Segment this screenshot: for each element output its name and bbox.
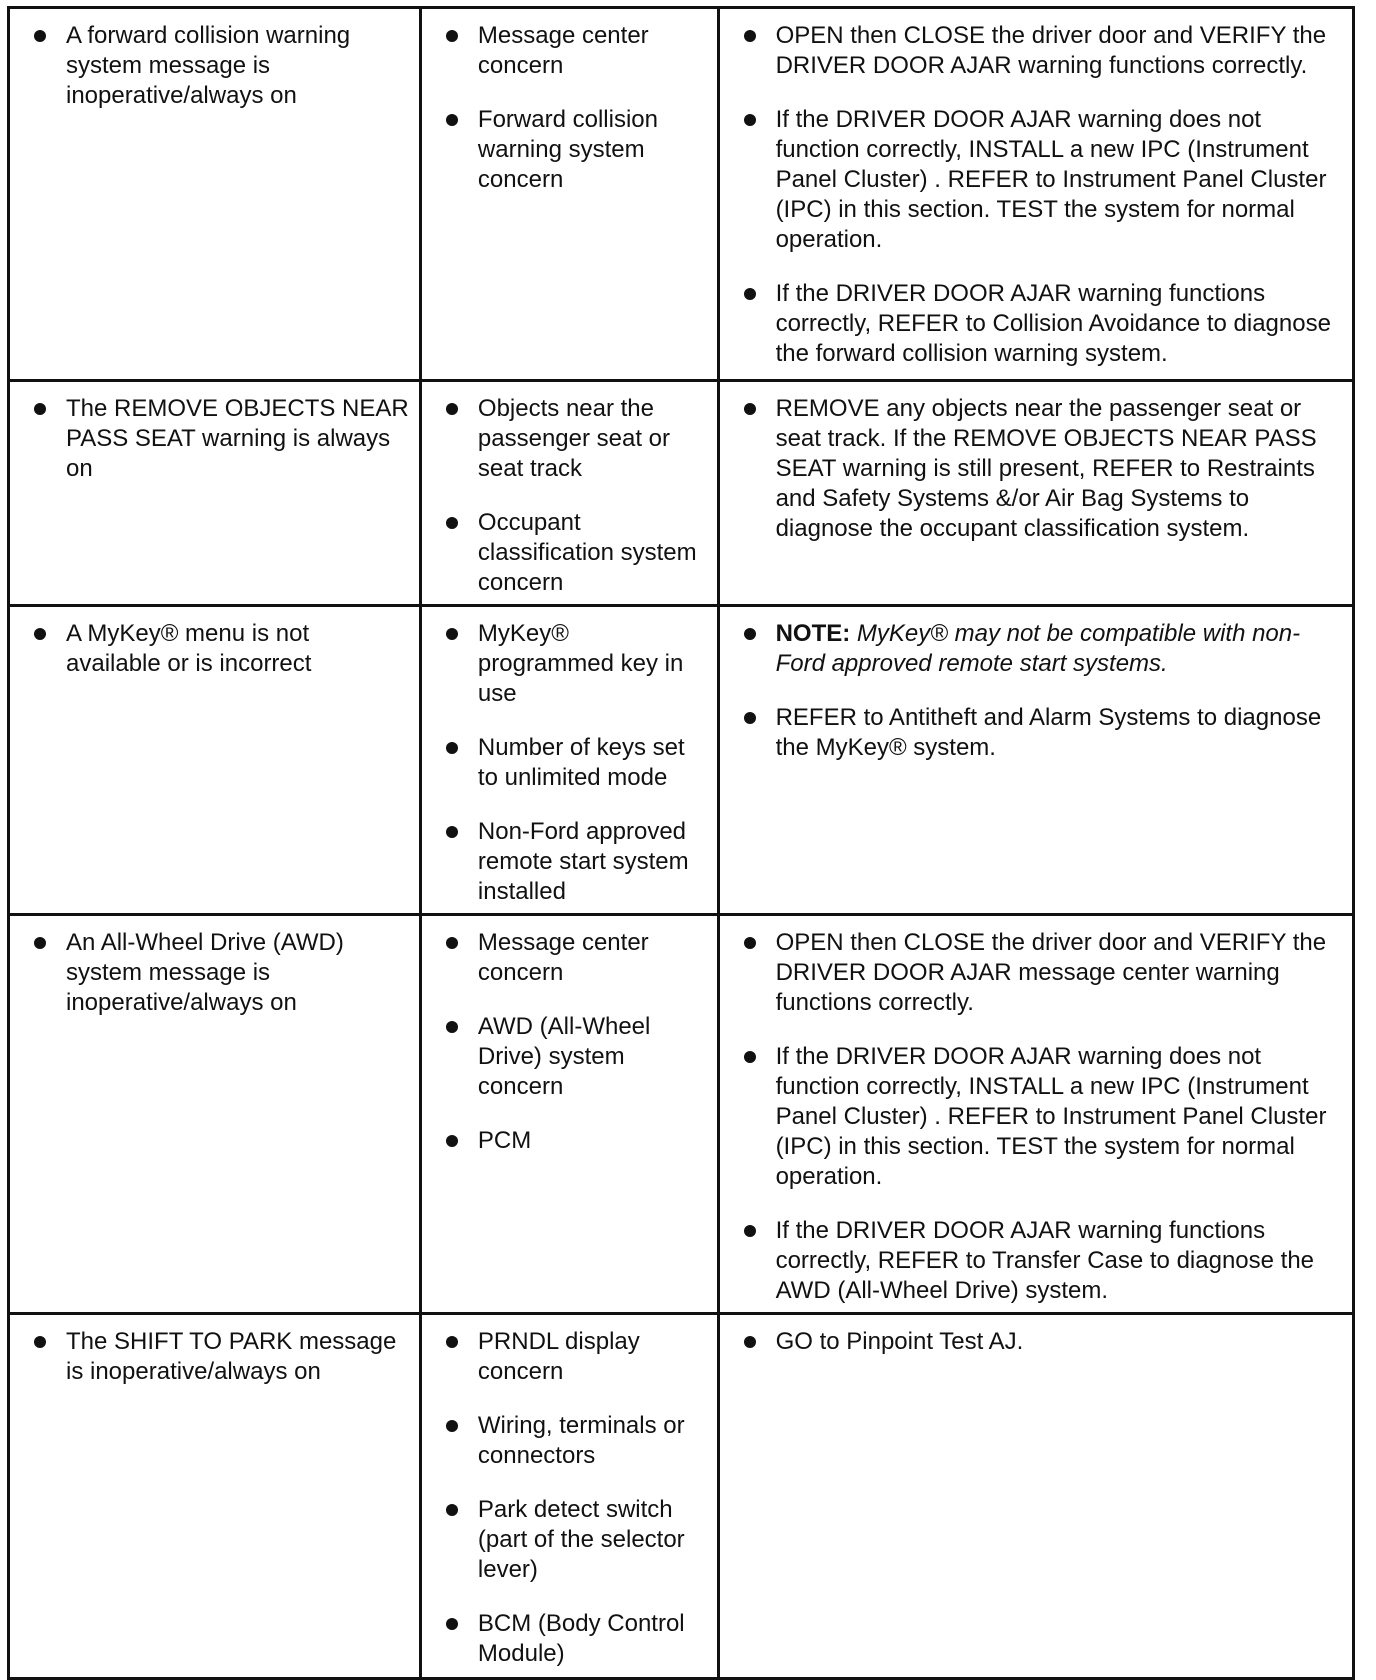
action-item: If the DRIVER DOOR AJAR warning does not function correctly, INSTALL a new IPC (Instrument Panel Cluster) . REFER to Instrument Panel Cluster (IPC) in this section. TEST the system for normal operation. (734, 1042, 1342, 1192)
table-row (9, 1314, 1354, 1679)
cause-item: BCM (Body Control Module) (436, 1609, 707, 1669)
table-row (9, 606, 1354, 915)
condition-cell (9, 8, 421, 381)
cause-item: Message center concern (436, 21, 707, 81)
possible-source-cell (420, 381, 718, 606)
condition-item: The REMOVE OBJECTS NEAR PASS SEAT warning is always on (24, 394, 409, 484)
action-item: GO to Pinpoint Test AJ. (734, 1327, 1342, 1357)
action-cell (718, 606, 1353, 915)
action-item: If the DRIVER DOOR AJAR warning functions correctly, REFER to Collision Avoidance to diagnose the forward collision warning system. (734, 279, 1342, 369)
cause-item: Occupant classification system concern (436, 508, 707, 598)
condition-item: A MyKey® menu is not available or is incorrect (24, 619, 409, 679)
note-label: NOTE: (775, 620, 851, 647)
cause-item: Forward collision warning system concern (436, 105, 707, 195)
action-item: If the DRIVER DOOR AJAR warning functions correctly, REFER to Transfer Case to diagnose the AWD (All-Wheel Drive) system. (734, 1216, 1342, 1306)
possible-source-cell (420, 606, 718, 915)
table-row (9, 381, 1354, 606)
action-cell (718, 8, 1353, 381)
cause-item: Number of keys set to unlimited mode (436, 733, 707, 793)
action-cell (718, 381, 1353, 606)
action-item: REMOVE any objects near the passenger seat or seat track. If the REMOVE OBJECTS NEAR PASS SEAT warning is still present, REFER to Restraints and Safety Systems &/or Air Bag Systems to diagnose the occupant classification system. (734, 394, 1342, 544)
cause-item: PCM (436, 1126, 707, 1156)
condition-cell (9, 606, 421, 915)
cause-item: MyKey® programmed key in use (436, 619, 707, 709)
cause-item: AWD (All-Wheel Drive) system concern (436, 1012, 707, 1102)
cause-item: PRNDL display concern (436, 1327, 707, 1387)
action-cell (718, 1314, 1353, 1679)
table-row (9, 915, 1354, 1314)
condition-cell (9, 1314, 421, 1679)
possible-source-cell (420, 915, 718, 1314)
condition-item: An All-Wheel Drive (AWD) system message is inoperative/always on (24, 928, 409, 1018)
condition-item: A forward collision warning system message is inoperative/always on (24, 21, 409, 111)
table-row (9, 8, 1354, 381)
symptom-chart-table (7, 6, 1355, 1680)
possible-source-cell (420, 1314, 718, 1679)
condition-cell (9, 915, 421, 1314)
note-text: MyKey® may not be compatible with non-Ford approved remote start systems. (775, 620, 1301, 677)
action-item: OPEN then CLOSE the driver door and VERIFY the DRIVER DOOR AJAR warning functions correctly. (734, 21, 1342, 81)
cause-item: Objects near the passenger seat or seat track (436, 394, 707, 484)
action-item: OPEN then CLOSE the driver door and VERIFY the DRIVER DOOR AJAR message center warning functions correctly. (734, 928, 1342, 1018)
note-item (734, 619, 1342, 679)
possible-source-cell (420, 8, 718, 381)
cause-item: Message center concern (436, 928, 707, 988)
cause-item: Non-Ford approved remote start system installed (436, 817, 707, 907)
cause-item: Wiring, terminals or connectors (436, 1411, 707, 1471)
condition-item: The SHIFT TO PARK message is inoperative/always on (24, 1327, 409, 1387)
action-item: If the DRIVER DOOR AJAR warning does not function correctly, INSTALL a new IPC (Instrument Panel Cluster) . REFER to Instrument Panel Cluster (IPC) in this section. TEST the system for normal operation. (734, 105, 1342, 255)
action-item: REFER to Antitheft and Alarm Systems to diagnose the MyKey® system. (734, 703, 1342, 763)
condition-cell (9, 381, 421, 606)
action-cell (718, 915, 1353, 1314)
cause-item: Park detect switch (part of the selector lever) (436, 1495, 707, 1585)
